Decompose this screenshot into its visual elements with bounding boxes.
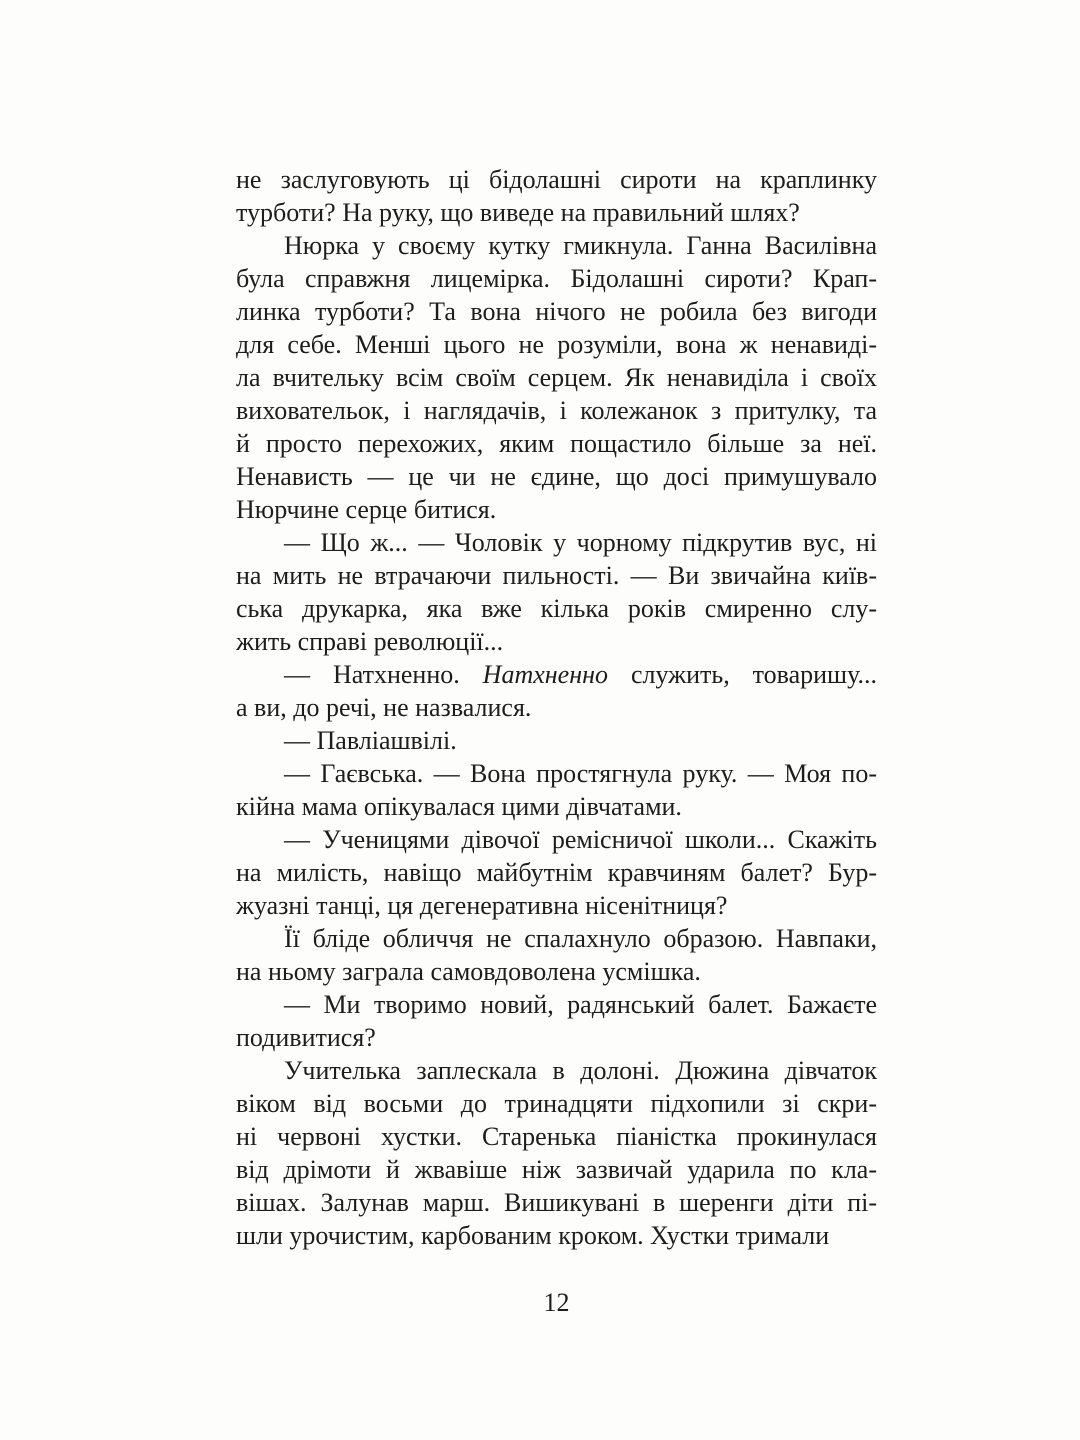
text-line: від дрімоти й жвавіше ніж зазвичай ударила по кла- bbox=[236, 1155, 877, 1184]
text-line: линка турботи? Та вона нічого не робила без вигоди bbox=[236, 297, 877, 326]
text-line: — Що ж... — Чоловік у чорному підкрутив вус, ні bbox=[284, 528, 877, 557]
text-line: Учителька заплескала в долоні. Дюжина дівчаток bbox=[284, 1056, 877, 1085]
text-line: турботи? На руку, що виведе на правильний шлях? bbox=[236, 198, 800, 227]
text-line: віком від восьми до тринадцяти підхопили зі скри- bbox=[236, 1089, 877, 1118]
text-line: не заслуговують ці бідолашні сироти на краплинку bbox=[236, 165, 877, 194]
text-line: — Ученицями дівочої ремісничої школи... Скажіть bbox=[284, 825, 877, 854]
text-line: шли урочистим, карбованим кроком. Хустки тримали bbox=[236, 1221, 830, 1250]
text-line: виховательок, і наглядачів, і колежанок з притулку, та bbox=[236, 396, 877, 425]
text-line: ні червоні хустки. Старенька піаністка прокинулася bbox=[236, 1122, 877, 1151]
text-line: Нюрчине серце битися. bbox=[236, 495, 497, 524]
text-line: жить справі революції... bbox=[236, 627, 504, 656]
text-line: подивитися? bbox=[236, 1023, 376, 1052]
text-line: а ви, до речі, не назвалися. bbox=[236, 693, 532, 722]
text-line: вішах. Залунав марш. Вишикувані в шеренги діти пі- bbox=[236, 1188, 877, 1217]
text-line: — Натхненно. Натхненно служить, товаришу... bbox=[284, 660, 877, 689]
text-line: на милість, навіщо майбутнім кравчиням балет? Бур- bbox=[236, 858, 877, 887]
text-line: — Гаєвська. — Вона простягнула руку. — Моя по- bbox=[284, 759, 877, 788]
text-line: Ненависть — це чи не єдине, що досі примушувало bbox=[236, 462, 877, 491]
text-line: на мить не втрачаючи пильності. — Ви звичайна київ- bbox=[236, 561, 877, 590]
text-line: кійна мама опікувалася цими дівчатами. bbox=[236, 792, 682, 821]
text-line: — Ми творимо новий, радянський балет. Бажаєте bbox=[284, 990, 877, 1019]
text-line: була справжня лицемірка. Бідолашні сироти? Крап- bbox=[236, 264, 877, 293]
text-line: на ньому заграла самовдоволена усмішка. bbox=[236, 957, 701, 986]
text-line: — Павліашвілі. bbox=[284, 726, 457, 755]
text-line: жуазні танці, ця дегенеративна нісенітниця? bbox=[236, 891, 728, 920]
text-line: й просто перехожих, яким пощастило більше за неї. bbox=[236, 429, 877, 458]
text-line: Її бліде обличчя не спалахнуло образою. Навпаки, bbox=[284, 924, 877, 953]
text-line: ська друкарка, яка вже кілька років смиренно слу- bbox=[236, 594, 877, 623]
text-line: для себе. Менші цього не розуміли, вона ж ненавиді- bbox=[236, 330, 877, 359]
page-text bbox=[236, 163, 877, 1252]
text-line: Нюрка у своєму кутку гмикнула. Ганна Василівна bbox=[284, 231, 877, 260]
text-line: ла вчительку всім своїм серцем. Як ненавиділа і своїх bbox=[236, 363, 877, 392]
page-number: 12 bbox=[543, 1288, 570, 1317]
